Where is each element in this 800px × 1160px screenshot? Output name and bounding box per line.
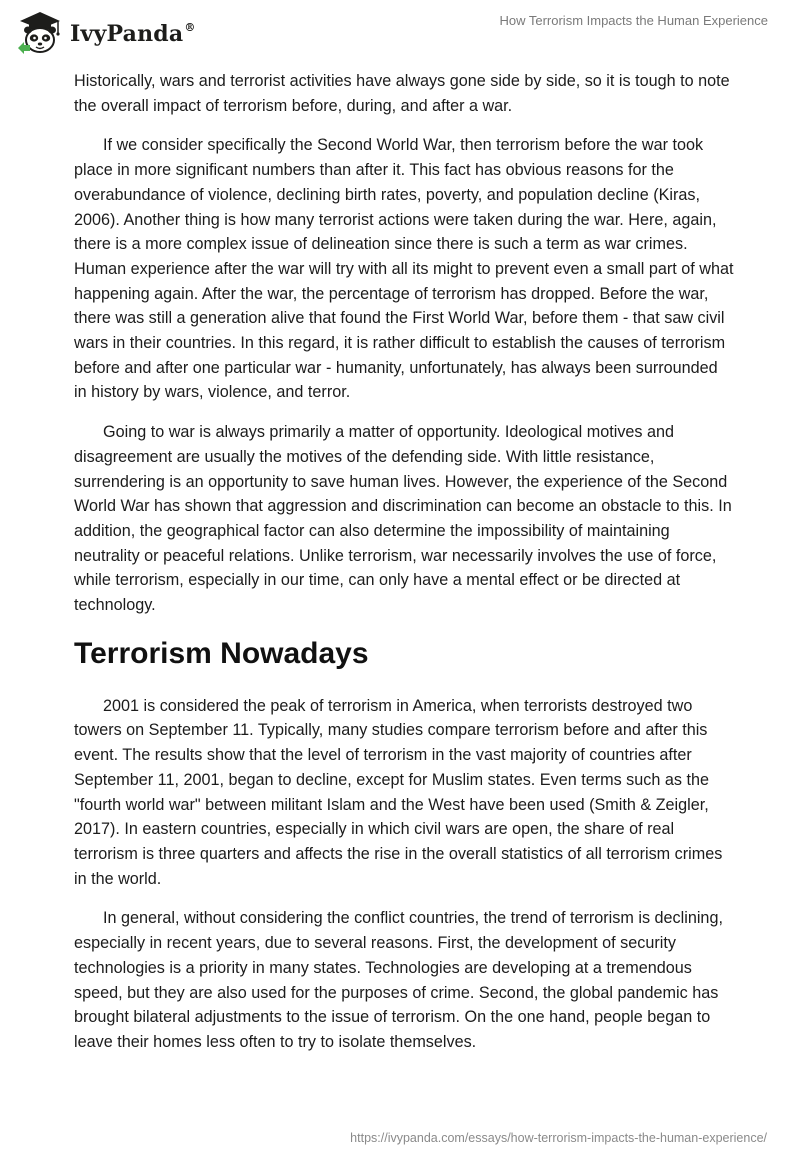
panda-graduation-cap-icon <box>14 8 66 58</box>
document-title: How Terrorism Impacts the Human Experience <box>499 13 768 28</box>
paragraph: Going to war is always primarily a matter of opportunity. Ideological motives and disagreement are usually the motives of the defending side. With little resistance, surrendering is an opportunity to save human lives. However, the experience of the Second World War has shown that aggression and discrimination can become an obstacle to this. In addition, the geographical factor can also determine the impossibility of maintaining neutrality or peaceful relations. Unlike terrorism, war necessarily involves the use of force, while terrorism, especially in our time, can only have a mental effect or be directed at technology. <box>74 423 732 615</box>
article-body <box>74 69 734 1070</box>
paragraph: Historically, wars and terrorist activities have always gone side by side, so it is tough to note the overall impact of terrorism before, during, and after a war. <box>74 72 730 115</box>
page-header <box>0 0 800 70</box>
section-heading: Terrorism Nowadays <box>74 636 369 670</box>
brand-logo[interactable] <box>14 8 196 58</box>
brand-name: IvyPanda® <box>70 20 196 47</box>
paragraph: In general, without considering the conflict countries, the trend of terrorism is declining, especially in recent years, due to several reasons. First, the development of security technologies is a priority in many states. Technologies are developing at a tremendous speed, but they are also used for the purposes of crime. Second, the global pandemic has brought bilateral adjustments to the issue of terrorism. On the one hand, people began to leave their homes less often to try to isolate themselves. <box>74 909 723 1051</box>
registered-mark: ® <box>184 20 196 34</box>
paragraph: If we consider specifically the Second World War, then terrorism before the war took place in more significant numbers than after it. This fact has obvious reasons for the overabundance of violence, declining birth rates, poverty, and population decline (Kiras, 2006). Another thing is how many terrorist actions were taken during the war. Here, again, there is a more complex issue of delineation since there is such a term as war crimes. Human experience after the war will try with all its might to prevent even a small part of what happening again. After the war, the percentage of terrorism has dropped. Before the war, there was still a generation alive that found the First World War, before them - that saw civil wars in their countries. In this regard, it is rather difficult to establish the causes of terrorism before and after one particular war - humanity, unfortunately, has always been surrounded in history by wars, violence, and terror. <box>74 136 734 402</box>
paragraph: 2001 is considered the peak of terrorism in America, when terrorists destroyed two towers on September 11. Typically, many studies compare terrorism before and after this event. The results show that the level of terrorism in the vast majority of countries after September 11, 2001, began to decline, except for Muslim states. Even terms such as the "fourth world war" between militant Islam and the West have been used (Smith & Zeigler, 2017). In eastern countries, especially in which civil wars are open, the share of real terrorism is three quarters and affects the rise in the overall statistics of all terrorism crimes in the world. <box>74 696 723 888</box>
source-url[interactable]: https://ivypanda.com/essays/how-terrorism-impacts-the-human-experience/ <box>350 1131 767 1145</box>
